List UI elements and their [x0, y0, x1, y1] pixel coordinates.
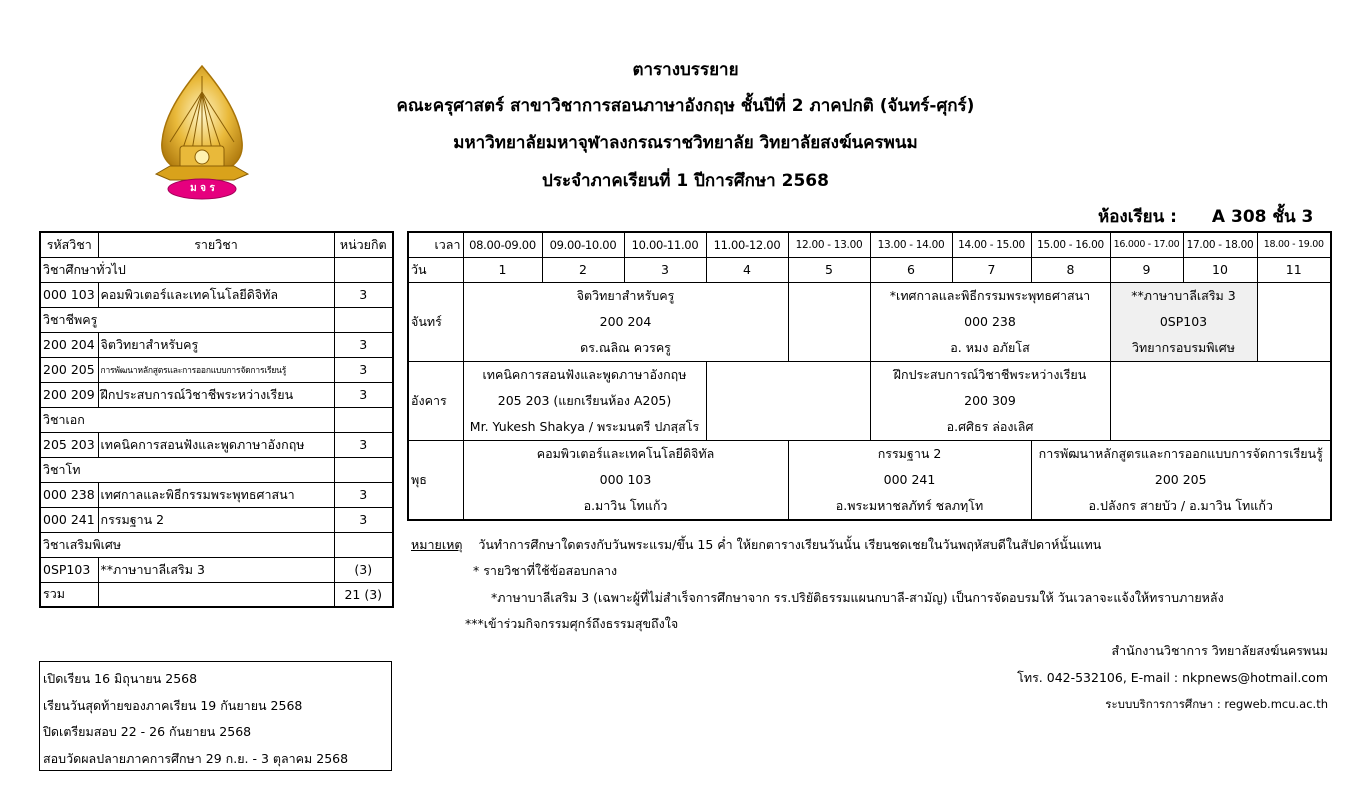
class-title: จิตวิทยาสำหรับครู	[576, 287, 675, 303]
period-number: 3	[624, 257, 706, 282]
course-code: 205 203	[40, 432, 98, 457]
day-label: วัน	[408, 257, 463, 282]
class-code: 205 203 (แยกเรียนห้อง A205)	[497, 392, 672, 408]
course-name: การพัฒนาหลักสูตรและการออกแบบการจัดการเรียนรู้	[98, 357, 334, 382]
time-slot: 15.00 - 16.00	[1031, 232, 1110, 257]
col-credit-header: หน่วยกิต	[334, 232, 393, 257]
time-slot: 08.00-09.00	[463, 232, 542, 257]
header-faculty: คณะครุศาสตร์ สาขาวิชาการสอนภาษาอังกฤษ ชั้นปีที่ 2 ภาคปกติ (จันทร์-ศุกร์)	[396, 96, 975, 116]
course-code: 200 204	[40, 332, 98, 357]
section-minor: วิชาโท	[40, 457, 334, 482]
period-number: 6	[870, 257, 952, 282]
class-title: การพัฒนาหลักสูตรและการออกแบบการจัดการเรียนรู้	[1038, 445, 1323, 461]
period-number: 2	[542, 257, 624, 282]
time-slot: 11.00-12.00	[706, 232, 788, 257]
class-code: 000 103	[599, 471, 652, 487]
time-slot: 14.00 - 15.00	[952, 232, 1031, 257]
period-number: 5	[788, 257, 870, 282]
class-block	[463, 440, 788, 520]
class-instructor: วิทยากรอบรมพิเศษ	[1132, 339, 1235, 355]
col-name-header: รายวิชา	[98, 232, 334, 257]
class-instructor: อ. หมง อภัยโส	[950, 339, 1030, 355]
class-title: คอมพิวเตอร์และเทคโนโลยีดิจิทัล	[536, 445, 715, 461]
period-number: 9	[1110, 257, 1183, 282]
date-final-exam: สอบวัดผลปลายภาคการศึกษา 29 ก.ย. - 3 ตุลาคม 2568	[43, 751, 349, 766]
course-name: ฝึกประสบการณ์วิชาชีพระหว่างเรียน	[98, 382, 334, 407]
course-credit: 3	[334, 382, 393, 407]
course-credit: 3	[334, 482, 393, 507]
time-slot: 17.00 - 18.00	[1183, 232, 1257, 257]
course-name: จิตวิทยาสำหรับครู	[98, 332, 334, 357]
office-name: สำนักงานวิชาการ วิทยาลัยสงฆ์นครพนม	[1111, 643, 1328, 658]
table-row	[40, 557, 393, 582]
empty-slot	[788, 282, 870, 361]
course-code: 000 238	[40, 482, 98, 507]
course-credit: (3)	[334, 557, 393, 582]
class-instructor: อ.มาวิน โทแก้ว	[583, 497, 668, 513]
period-number: 4	[706, 257, 788, 282]
table-row	[40, 482, 393, 507]
total-credit: 21 (3)	[334, 582, 393, 607]
empty-slot	[706, 361, 870, 440]
day-wednesday: พุธ	[408, 440, 463, 520]
course-code: 000 103	[40, 282, 98, 307]
header-university: มหาวิทยาลัยมหาจุฬาลงกรณราชวิทยาลัย วิทยาลัยสงฆ์นครพนม	[453, 133, 918, 153]
note-text: ***เข้าร่วมกิจกรรมศุกร์ถึงธรรมสุขถึงใจ	[465, 616, 679, 631]
table-row	[40, 382, 393, 407]
class-block	[1031, 440, 1331, 520]
period-number: 8	[1031, 257, 1110, 282]
academic-dates-box	[39, 661, 392, 771]
notes-line-1	[411, 535, 1101, 555]
logo-text: ม จ ร	[190, 183, 215, 194]
class-instructor: อ.ปลังกร สายบัว / อ.มาวิน โทแก้ว	[1088, 497, 1273, 513]
section-extra: วิชาเสริมพิเศษ	[40, 532, 334, 557]
class-instructor: อ.พระมหาชลภัทร์ ชลภทฺโท	[835, 497, 984, 513]
time-slot: 16.000 - 17.00	[1110, 232, 1183, 257]
note-text: *ภาษาบาลีเสริม 3 (เฉพาะผู้ที่ไม่สำเร็จการศึกษาจาก รร.ปริยัติธรรมแผนกบาลี-สามัญ) เป็นการจัดอบรมให้ วันเวลาจะแจ้งให้ทราบภายหลัง	[491, 590, 1224, 605]
class-title: *เทศกาลและพิธีกรรมพระพุทธศาสนา	[889, 287, 1091, 303]
class-code: 000 238	[964, 313, 1016, 329]
time-label: เวลา	[408, 232, 463, 257]
date-last-class: เรียนวันสุดท้ายของภาคเรียน 19 กันยายน 2568	[43, 698, 303, 713]
course-code: 200 205	[40, 357, 98, 382]
day-tuesday: อังคาร	[408, 361, 463, 440]
section-general: วิชาศึกษาทั่วไป	[40, 257, 334, 282]
course-credit: 3	[334, 357, 393, 382]
room-value: A 308 ชั้น 3	[1211, 207, 1314, 227]
table-row	[40, 282, 393, 307]
course-credit: 3	[334, 332, 393, 357]
table-row	[40, 432, 393, 457]
class-instructor: อ.ศศิธร ล่องเลิศ	[946, 418, 1034, 434]
period-number: 11	[1257, 257, 1331, 282]
course-name: เทศกาลและพิธีกรรมพระพุทธศาสนา	[98, 482, 334, 507]
class-code: 200 205	[1154, 471, 1207, 487]
time-slot: 12.00 - 13.00	[788, 232, 870, 257]
course-credit: 3	[334, 282, 393, 307]
date-exam-prep: ปิดเตรียมสอบ 22 - 26 กันยายน 2568	[43, 724, 252, 739]
office-system: ระบบบริการการศึกษา : regweb.mcu.ac.th	[1105, 697, 1328, 711]
course-code: 000 241	[40, 507, 98, 532]
course-credit: 3	[334, 432, 393, 457]
empty-slot	[1257, 282, 1331, 361]
course-name: คอมพิวเตอร์และเทคโนโลยีดิจิทัล	[98, 282, 334, 307]
total-label: รวม	[40, 582, 98, 607]
header-semester: ประจำภาคเรียนที่ 1 ปีการศึกษา 2568	[542, 171, 829, 191]
date-open: เปิดเรียน 16 มิถุนายน 2568	[43, 671, 198, 686]
course-code: 200 209	[40, 382, 98, 407]
class-code: 200 309	[964, 392, 1016, 408]
table-row	[40, 507, 393, 532]
section-profession: วิชาชีพครู	[40, 307, 334, 332]
note-text: * รายวิชาที่ใช้ข้อสอบกลาง	[473, 563, 618, 578]
table-row	[40, 332, 393, 357]
class-block	[1110, 282, 1257, 361]
course-name: **ภาษาบาลีเสริม 3	[98, 557, 334, 582]
note-text: วันทำการศึกษาใดตรงกับวันพระแรม/ขึ้น 15 ค่ำ ให้ยกตารางเรียนวันนั้น เรียนชดเชยในวันพฤหัสบดีในสัปดาห์นั้นแทน	[478, 537, 1102, 552]
table-row	[40, 357, 393, 382]
class-code: 000 241	[883, 471, 936, 487]
course-name: เทคนิคการสอนฟังและพูดภาษาอังกฤษ	[98, 432, 334, 457]
day-monday: จันทร์	[408, 282, 463, 361]
page-title: ตารางบรรยาย	[632, 60, 739, 80]
class-title: **ภาษาบาลีเสริม 3	[1131, 287, 1236, 303]
class-title: เทคนิคการสอนฟังและพูดภาษาอังกฤษ	[482, 366, 687, 382]
course-table	[39, 231, 394, 608]
class-block	[870, 361, 1110, 440]
course-code: 0SP103	[40, 557, 98, 582]
class-title: ฝึกประสบการณ์วิชาชีพระหว่างเรียน	[893, 366, 1087, 382]
class-block	[870, 282, 1110, 361]
course-credit: 3	[334, 507, 393, 532]
empty-slot	[1110, 361, 1331, 440]
col-code-header: รหัสวิชา	[40, 232, 98, 257]
room-label: ห้องเรียน :	[1098, 207, 1177, 227]
class-block	[788, 440, 1031, 520]
period-number: 7	[952, 257, 1031, 282]
room-info	[1098, 203, 1313, 230]
office-contact: โทร. 042-532106, E-mail : nkpnews@hotmail.com	[1017, 670, 1328, 685]
time-slot: 10.00-11.00	[624, 232, 706, 257]
schedule-table	[407, 231, 1332, 521]
class-instructor: ดร.ณลิณ ควรครู	[580, 339, 671, 355]
time-slot: 13.00 - 14.00	[870, 232, 952, 257]
class-code: 0SP103	[1159, 313, 1208, 329]
class-instructor: Mr. Yukesh Shakya / พระมนตรี ปภสฺสโร	[469, 418, 700, 434]
time-slot: 09.00-10.00	[542, 232, 624, 257]
notes-label: หมายเหตุ	[411, 537, 463, 552]
class-title: กรรมฐาน 2	[877, 445, 942, 461]
period-number: 10	[1183, 257, 1257, 282]
time-slot: 18.00 - 19.00	[1257, 232, 1331, 257]
class-block	[463, 361, 706, 440]
course-name: กรรมฐาน 2	[98, 507, 334, 532]
class-code: 200 204	[599, 313, 652, 329]
class-block	[463, 282, 788, 361]
period-number: 1	[463, 257, 542, 282]
section-major: วิชาเอก	[40, 407, 334, 432]
